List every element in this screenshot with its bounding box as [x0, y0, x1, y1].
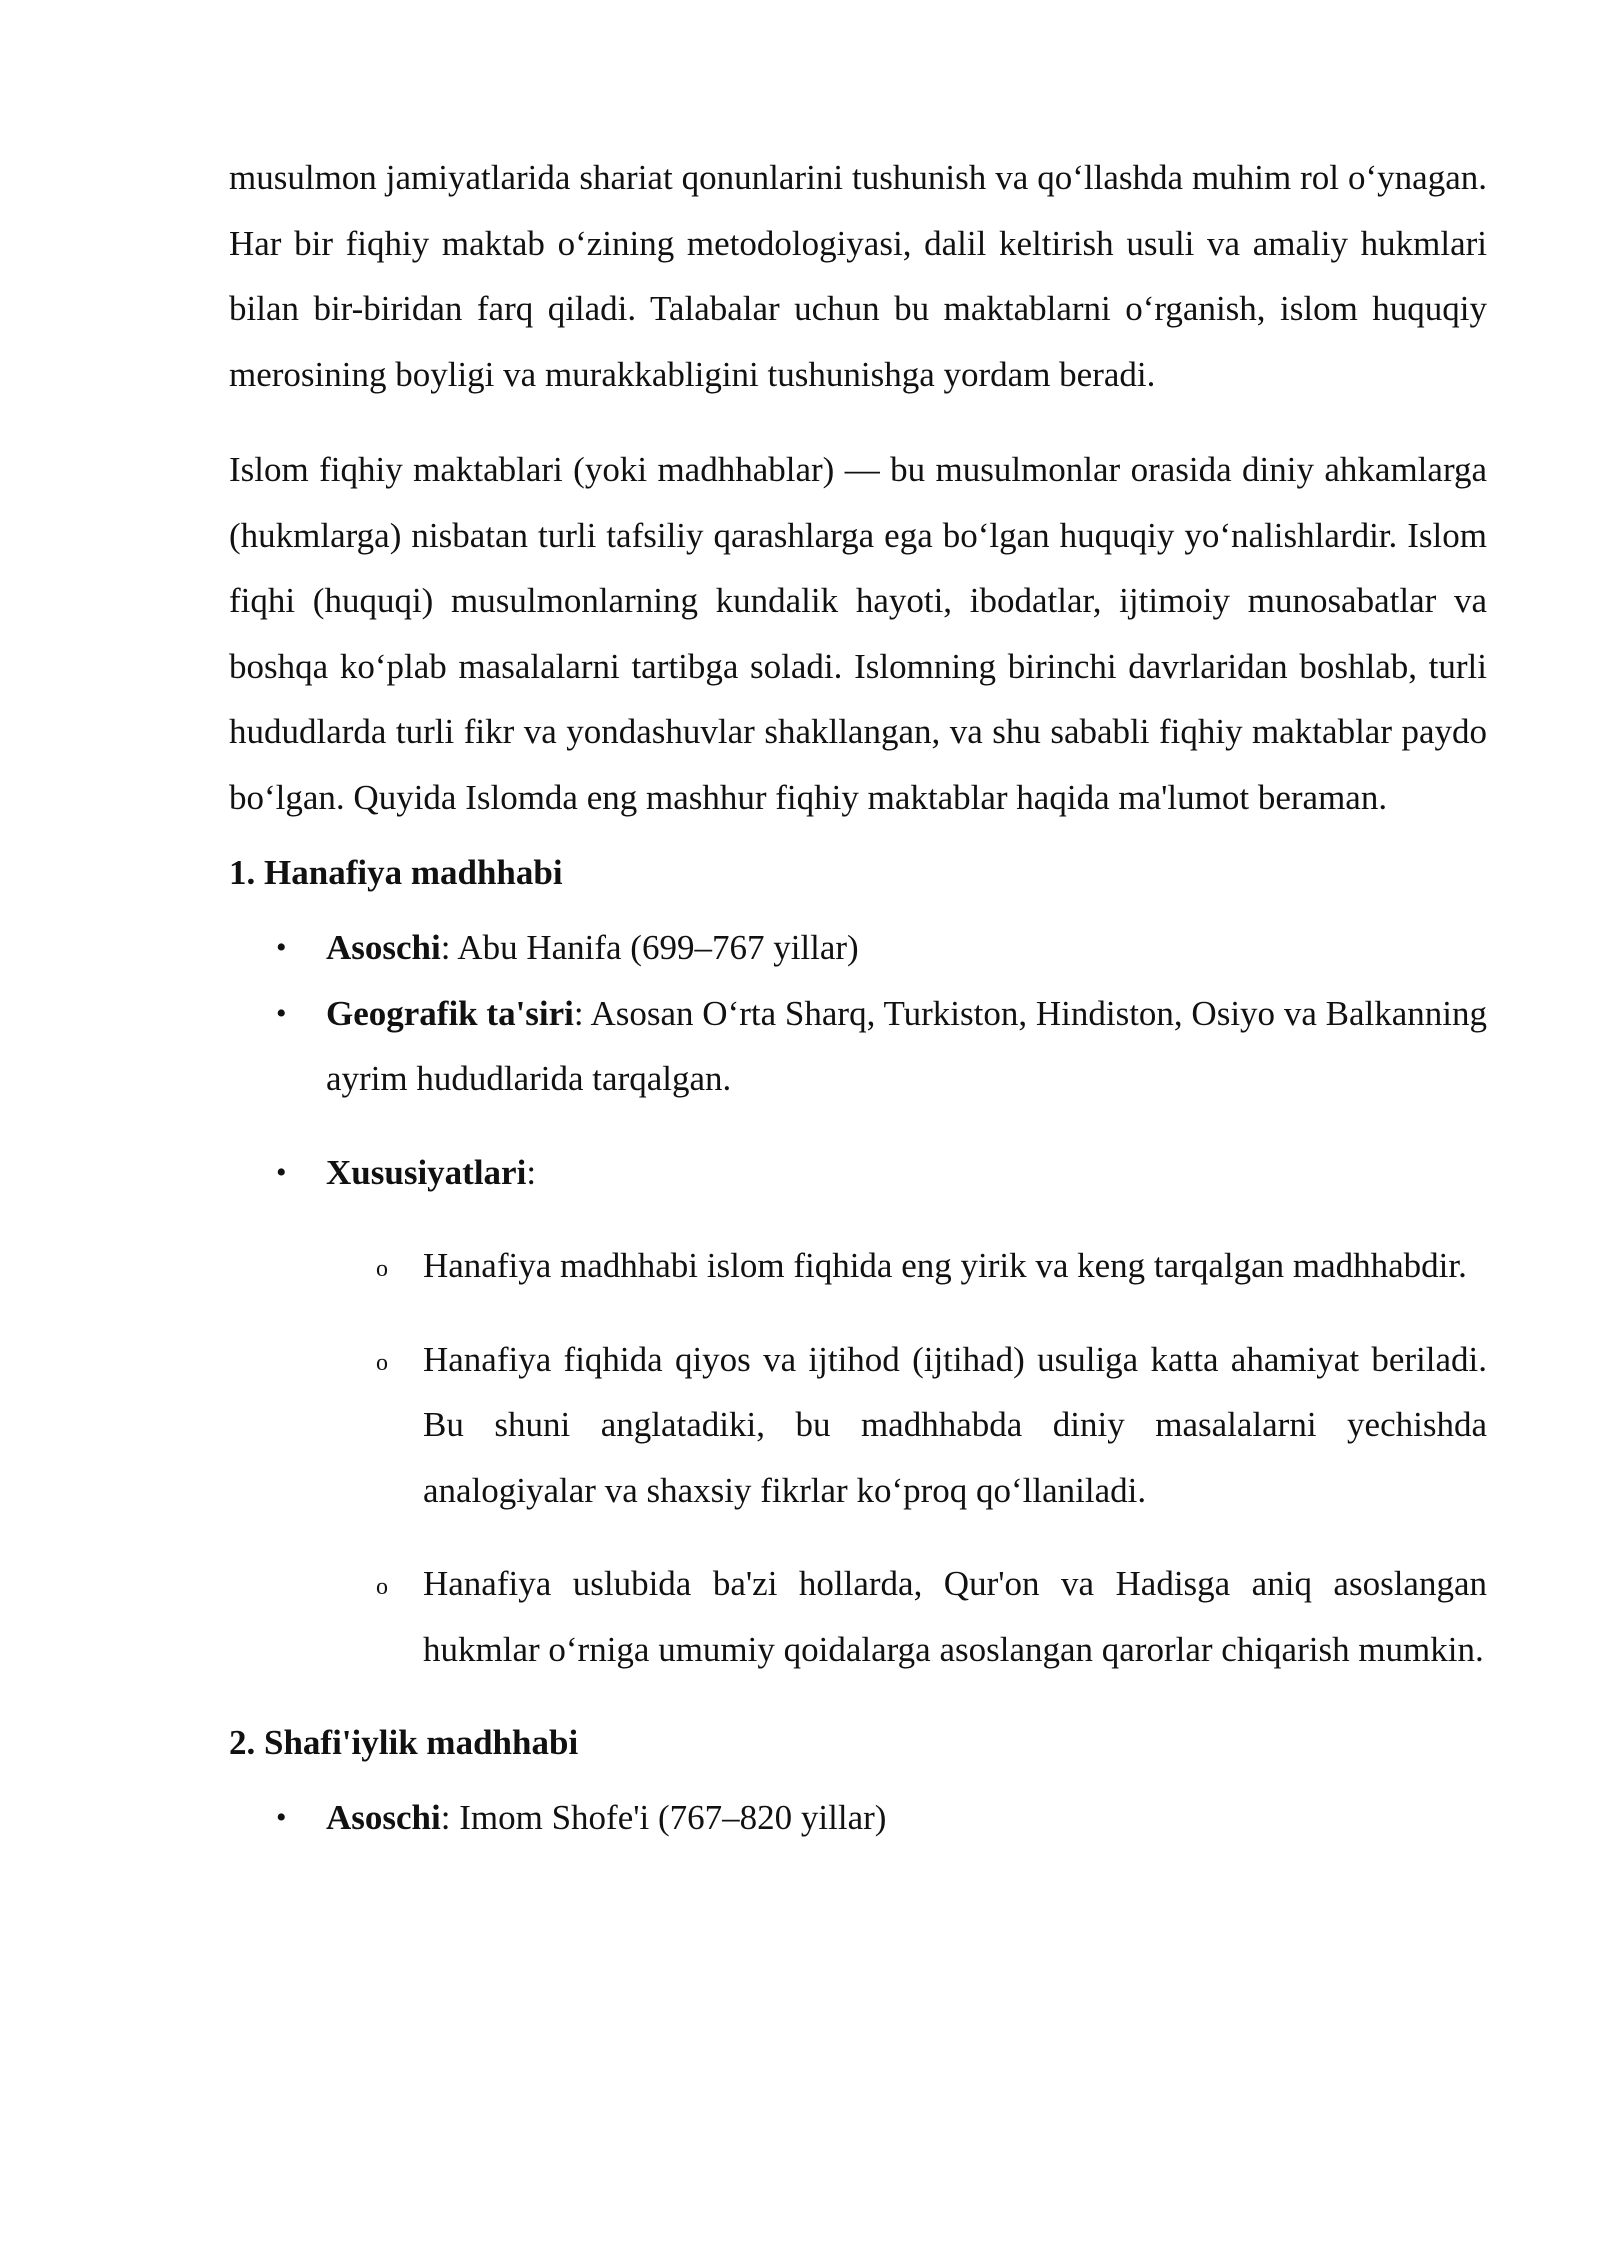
hanafiya-bullet-list: [229, 915, 1487, 1682]
list-item-geography: [326, 981, 1487, 1112]
list-item-founder: [326, 915, 1487, 981]
features-sub-list: [326, 1233, 1487, 1682]
founder-value: : Imom Shofe'i (767–820 yillar): [440, 1798, 887, 1837]
features-label: Xususiyatlari: [326, 1152, 527, 1192]
section-heading-hanafiya: 1. Hanafiya madhhabi: [229, 853, 563, 892]
founder-label: Asoschi: [326, 928, 441, 967]
shafiiylik-bullet-list: [229, 1785, 1487, 1851]
intro-paragraph: musulmon jamiyatlarida shariat qonunlarini tushunish va qo‘llashda muhim rol o‘ynagan. Har bir fiqhiy maktab o‘zining metodologiyasi, dalil keltirish usuli va amaliy hukmlari bilan bir-biridan farq qiladi. Talabalar uchun bu maktablarni o‘rganish, islom huquqiy merosining boyligi va murakkabligini tushunishga yordam beradi.: [229, 158, 1487, 394]
feature-item: o Hanafiya madhhabi islom fiqhida eng yirik va keng tarqalgan madhhabdir.: [423, 1233, 1487, 1299]
features-colon: :: [526, 1152, 537, 1192]
list-item-features: [326, 1140, 1487, 1683]
feature-item: o Hanafiya fiqhida qiyos va ijtihod (ijtihad) usuliga katta ahamiyat beriladi. Bu shuni anglatadiki, bu madhhabda diniy masalalarni yechishda analogiyalar va shaxsiy fikrlar ko‘proq qo‘llaniladi.: [423, 1327, 1487, 1524]
geography-label: Geografik ta'siri: [326, 993, 574, 1033]
madhhab-definition-paragraph: Islom fiqhiy maktablari (yoki madhhablar) — bu musulmonlar orasida diniy ahkamlarga (hukmlarga) nisbatan turli tafsiliy qarashlarga ega bo‘lgan huquqiy yo‘nalishlardir. Islom fiqhi (huquqi) musulmonlarning kundalik hayoti, ibodatlar, ijtimoiy munosabatlar va boshqa ko‘plab masalalarni tartibga soladi. Islomning birinchi davrlaridan boshlab, turli hududlarda turli fikr va yondashuvlar shakllangan, va shu sababli fiqhiy maktablar paydo bo‘lgan. Quyida Islomda eng mashhur fiqhiy maktablar haqida ma'lumot beraman.: [229, 450, 1487, 817]
founder-value: : Abu Hanifa (699–767 yillar): [440, 928, 859, 967]
founder-label: Asoschi: [326, 1798, 441, 1837]
list-item-founder: [326, 1785, 1487, 1851]
section-heading-shafiiylik: 2. Shafi'iylik madhhabi: [229, 1723, 579, 1762]
geography-value: : Asosan O‘rta Sharq, Turkiston, Hindiston, Osiyo va Balkanning ayrim hududlarida tarqalgan.: [326, 993, 1487, 1098]
document-page: [229, 145, 1487, 1851]
feature-item: o Hanafiya uslubida ba'zi hollarda, Qur'on va Hadisga aniq asoslangan hukmlar o‘rniga umumiy qoidalarga asoslangan qarorlar chiqarish mumkin.: [423, 1551, 1487, 1682]
